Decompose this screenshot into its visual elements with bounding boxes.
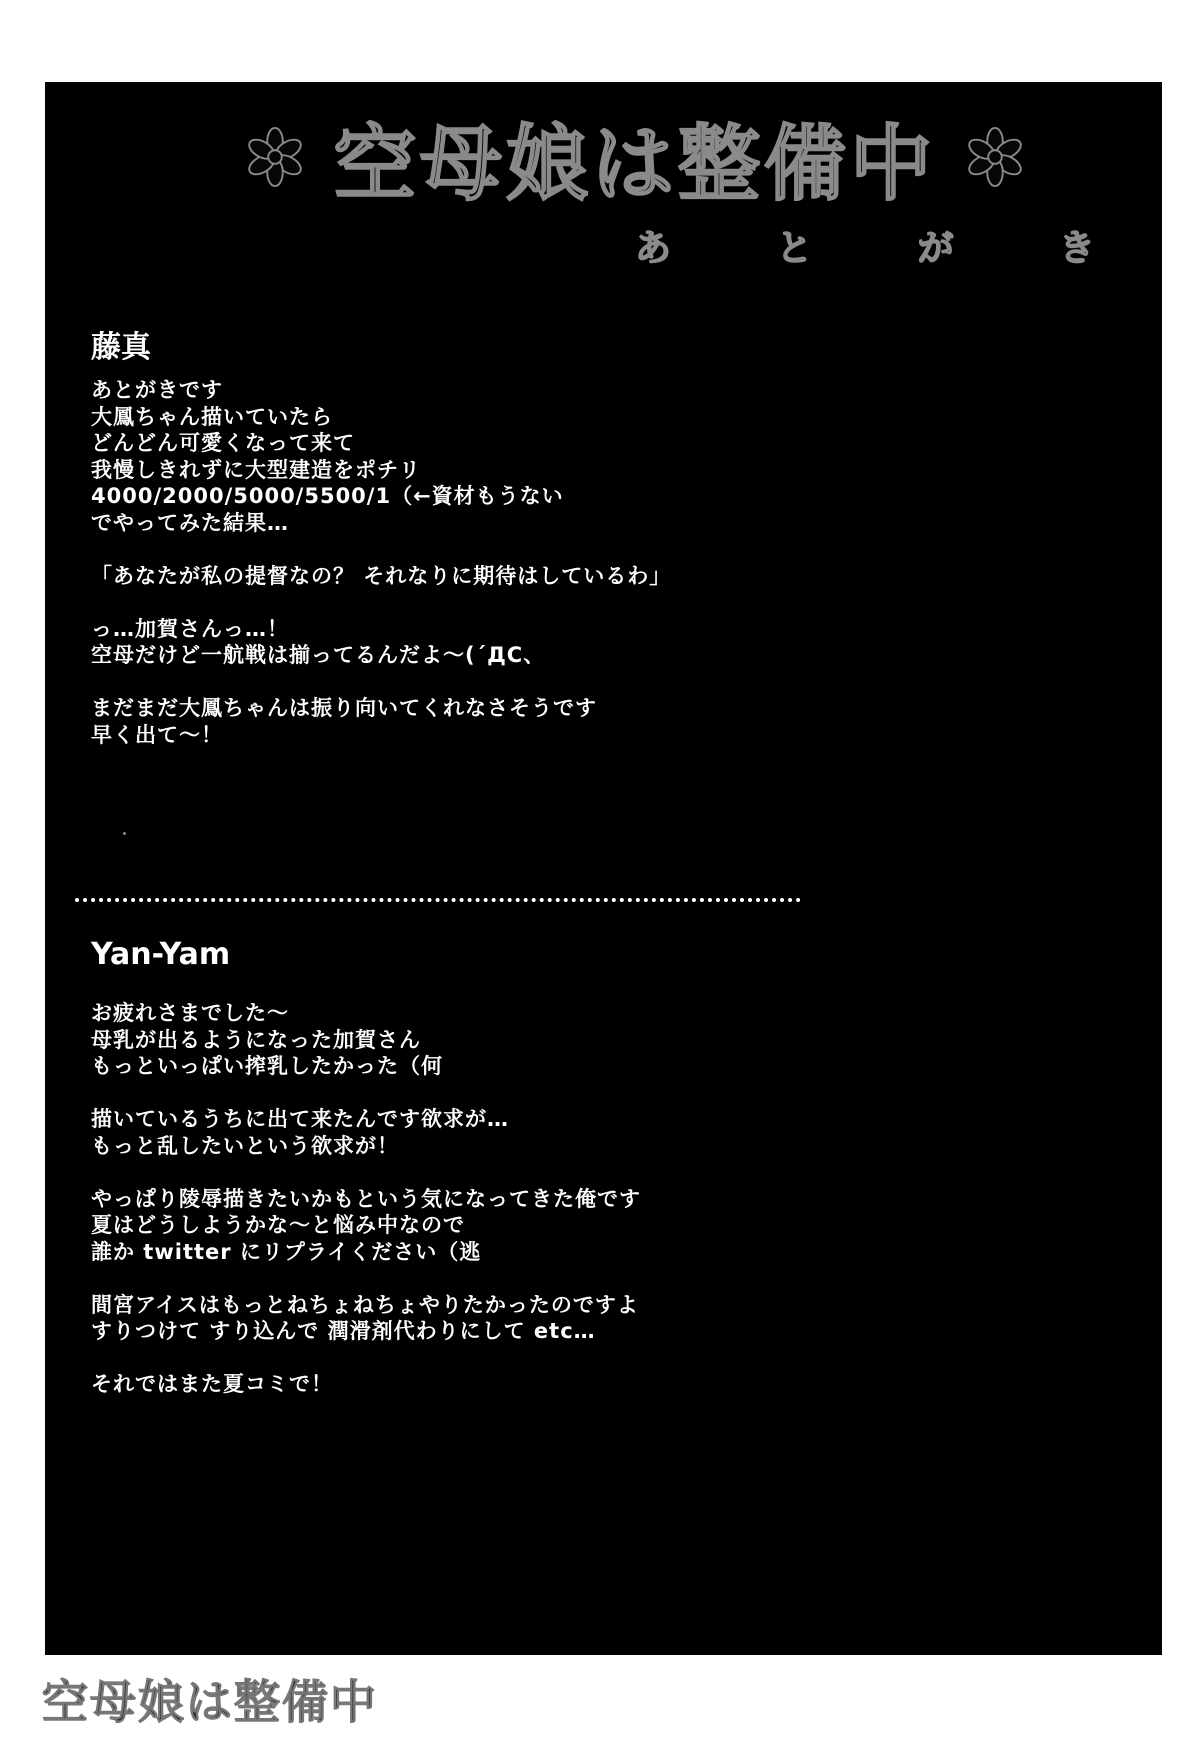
subtitle-char: と [776,228,813,269]
author-name: Yan-Yam [91,937,231,972]
author-name: 藤真 [91,330,151,365]
subtitle-char: が [917,228,954,269]
flower-icon [964,126,1026,188]
subtitle-char: あ [635,228,672,269]
flower-icon [244,126,306,188]
afterword-text: あとがきです 大鳳ちゃん描いていたら どんどん可愛くなって来て 我慢しきれずに大型建造をポチリ 4000/2000/5000/5500/1（←資材もうない でやってみた結果… 「あなたが私の提督なの？ それなりに期待はしているわ」 っ…加賀さんっ…！ 空母だけど一航戦は揃ってるんだよ～(´ДC、 まだまだ大鳳ちゃんは振り向いてくれなさそうです 早く出て～！ [91,378,672,747]
subtitle-char: き [1058,228,1095,269]
dotted-separator [75,898,801,902]
subtitle [635,220,1095,270]
speck [123,832,126,835]
footer-logo: 空母娘は整備中 [42,1675,378,1729]
afterword-panel [45,82,1162,1655]
title-row [145,102,1125,212]
page-title: 空母娘は整備中 [333,116,936,212]
afterword-text: お疲れさまでした～ 母乳が出るようになった加賀さん もっといっぱい搾乳したかった（何 描いているうちに出て来たんです欲求が… もっと乱したいという欲求が！ やっぱり陵辱描きたいかもという気になってきた俺です 夏はどうしようかな～と悩み中なので 誰か twitter にリプライください（逃 間宮アイスはもっとねちょねちょやりたかったのですよ すりつけて すり込んで 潤滑剤代わりにして etc… それではまた夏コミで！ [91,1001,641,1396]
